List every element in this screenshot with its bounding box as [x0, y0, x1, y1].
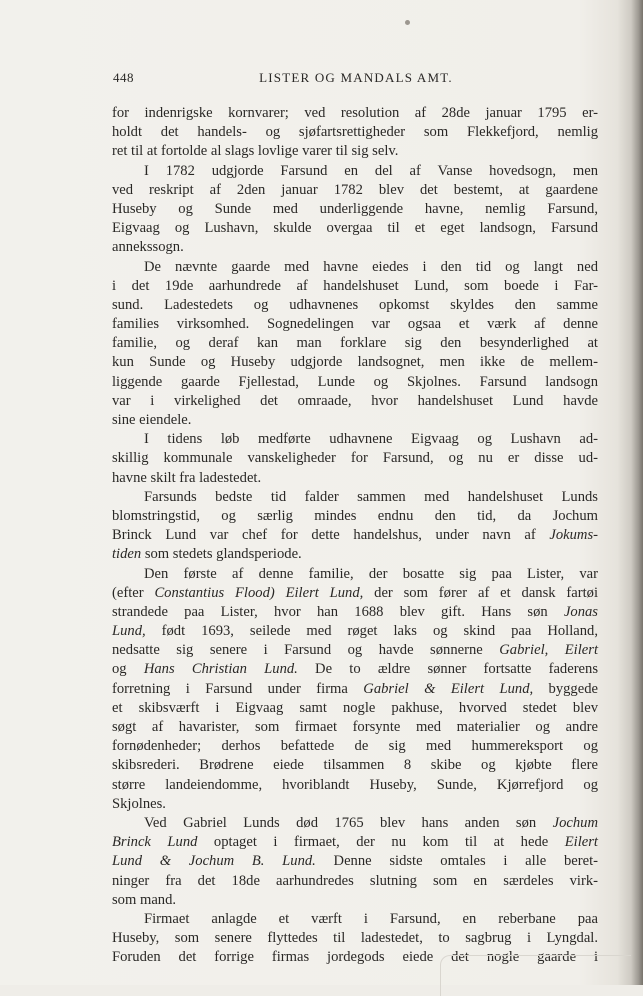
text-segment: holdt det handels- og sjøfartsrettigheder som Flekkefjord, nemlig — [112, 124, 598, 141]
text-segment: optaget i firmaet, der nu kom til at hede — [197, 834, 565, 851]
text-line — [112, 200, 598, 219]
text-line — [112, 584, 598, 603]
italic-text: Lund, — [112, 623, 146, 640]
text-line — [112, 872, 598, 891]
ink-speck — [405, 20, 410, 25]
text-line — [112, 162, 598, 181]
text-line — [112, 353, 598, 372]
text-segment: De to ældre sønner fortsatte faderens — [297, 661, 599, 678]
text-segment: annekssogn. — [112, 239, 184, 256]
text-line — [112, 238, 598, 257]
italic-text: Brinck Lund — [112, 834, 198, 851]
text-segment: forretning i Farsund under firma — [112, 680, 364, 697]
italic-text: Constantius Flood) Eilert Lund, — [154, 584, 364, 601]
text-line — [112, 603, 598, 622]
text-line — [112, 430, 598, 449]
text-segment: sine eiendele. — [112, 412, 192, 428]
text-line — [112, 910, 598, 929]
text-line — [112, 315, 598, 334]
text-segment: families virksomhed. Sognedelingen var ogsaa et værk af denne — [112, 316, 598, 333]
text-segment: nedsatte sig senere i Farsund og havde sønnerne — [112, 642, 500, 659]
text-segment: havne skilt fra ladestedet. — [112, 469, 262, 486]
text-segment: Eigvaag og Lushavn, skulde overgaa til et eget landsogn, Farsund — [112, 220, 598, 237]
italic-text: Hans Christian Lund. — [143, 661, 298, 678]
text-segment: Farsunds bedste tid falder sammen med handelshuset Lunds — [144, 488, 598, 505]
italic-text: tiden — [112, 546, 142, 563]
page-header — [113, 70, 599, 88]
text-line — [112, 833, 598, 852]
italic-text: Gabriel & Eilert Lund, — [363, 680, 534, 697]
text-segment: Huseby, som senere flyttedes til ladestedet, to sagbrug i Lyngdal. — [112, 930, 598, 947]
body-text — [112, 104, 598, 967]
text-line — [112, 507, 598, 526]
text-line — [112, 680, 598, 699]
text-segment: skillig kommunale vanskeligheder for Farsund, og nu er disse ud- — [112, 450, 598, 467]
text-segment: byggede — [533, 680, 598, 697]
text-segment: søgt af havarister, som firmaet forsynte med materialier og andre — [112, 719, 598, 735]
text-line — [112, 565, 598, 584]
text-line — [112, 545, 598, 564]
text-segment: som mand. — [112, 891, 177, 908]
text-line — [112, 795, 598, 814]
text-line — [112, 104, 598, 123]
text-line — [112, 142, 598, 161]
italic-text: Jokums- — [549, 527, 598, 544]
text-segment: der som fører af et dansk fartøi — [363, 584, 599, 601]
text-segment: sund. Ladestedets og udhavnenes opkomst skyldes den samme — [112, 296, 598, 313]
text-line — [112, 219, 598, 238]
text-segment: født 1693, seilede med røget laks og skind paa Holland, — [145, 623, 598, 640]
text-segment: ved reskript af 2den januar 1782 blev det bestemt, at gaardene — [112, 181, 598, 198]
text-line — [112, 929, 598, 948]
text-line — [112, 469, 598, 488]
text-segment: Huseby og Sunde med underliggende havne, nemlig Farsund, — [112, 200, 598, 217]
text-segment: I 1782 udgjorde Farsund en del af Vanse hovedsogn, men — [144, 162, 598, 179]
text-segment: et skibsværft i Eigvaag samt nogle pakhuse, hvorved stedet blev — [112, 699, 598, 716]
text-line — [112, 181, 598, 200]
text-line — [112, 814, 598, 833]
italic-text: Lund & Jochum B. Lund. — [112, 853, 316, 870]
text-segment: ret til at fortolde al slags lovlige varer til sig selv. — [112, 143, 399, 160]
italic-text: Jochum — [552, 814, 598, 831]
text-line — [112, 296, 598, 315]
text-line — [112, 373, 598, 392]
text-line — [112, 449, 598, 468]
text-segment: (efter — [112, 584, 155, 601]
text-segment: Den første af denne familie, der bosatte sig paa Lister, var — [144, 565, 598, 582]
text-segment: var i virkelighed det omraade, hvor handelshuset Lund havde — [112, 392, 598, 409]
text-line — [112, 641, 598, 660]
italic-text: Gabriel, Eilert — [499, 642, 599, 659]
text-segment: skibsrederi. Brødrene eiede tilsammen 8 skibe og kjøbte flere — [112, 757, 598, 774]
text-line — [112, 718, 598, 737]
text-line — [112, 411, 598, 430]
text-segment: for indenrigske kornvarer; ved resolution af 28de januar 1795 er- — [112, 105, 598, 121]
text-segment: som stedets glandsperiode. — [141, 546, 302, 563]
text-segment: ninger fra det 18de aarhundredes slutning som en særdeles virk- — [112, 872, 598, 889]
text-segment: De nævnte gaarde med havne eiedes i den tid og langt ned — [144, 258, 598, 275]
text-segment: Ved Gabriel Lunds død 1765 blev hans anden søn — [144, 814, 553, 831]
text-line — [112, 891, 598, 910]
text-segment: strandede paa Lister, hvor han 1688 blev gift. Hans søn — [112, 603, 564, 620]
italic-text: Jonas — [563, 603, 598, 620]
running-head: LISTER OG MANDALS AMT. — [259, 70, 453, 85]
page-number: 448 — [113, 70, 134, 85]
text-line — [112, 776, 598, 795]
text-segment: I tidens løb medførte udhavnene Eigvaag og Lushavn ad- — [144, 431, 598, 448]
text-segment: i det 19de aarhundrede af handelshuset Lund, som boede i Far- — [112, 277, 598, 294]
text-line — [112, 852, 598, 871]
text-segment: Firmaet anlagde et værft i Farsund, en reberbane paa — [144, 910, 598, 927]
page-corner-outline — [440, 955, 631, 996]
text-segment: blomstringstid, og særlig mindes endnu den tid, da Jochum — [112, 507, 598, 524]
text-line — [112, 737, 598, 756]
text-line — [112, 258, 598, 277]
text-segment: og — [112, 661, 144, 678]
text-line — [112, 277, 598, 296]
text-segment: liggende gaarde Fjellestad, Lunde og Skjolnes. Farsund landsogn — [112, 373, 598, 390]
text-line — [112, 699, 598, 718]
text-segment: Foruden det forrige firmas jordegods eiede det nogle gaarde i — [112, 949, 598, 966]
text-segment: kun Sunde og Huseby udgjorde landsognet, men ikke de mellem- — [112, 354, 598, 371]
text-line — [112, 756, 598, 775]
text-line — [112, 123, 598, 142]
text-segment: familie, og deraf kan man forklare sig den besynderlighed at — [112, 335, 598, 352]
text-line — [112, 392, 598, 411]
text-line — [112, 334, 598, 353]
text-segment: fornødenheder; derhos befattede de sig med hummereksport og — [112, 738, 598, 755]
text-segment: større landeiendomme, hvoriblandt Huseby, Sunde, Kjørrefjord og — [112, 776, 598, 793]
text-line — [112, 622, 598, 641]
text-segment: Denne sidste omtales i alle beret- — [315, 853, 598, 870]
italic-text: Eilert — [564, 834, 598, 851]
page-edge-shadow — [631, 0, 643, 985]
text-line — [112, 526, 598, 545]
text-line — [112, 488, 598, 507]
text-line — [112, 660, 598, 679]
text-segment: Skjolnes. — [112, 795, 166, 812]
text-segment: Brinck Lund var chef for dette handelshus, under navn af — [112, 527, 550, 544]
